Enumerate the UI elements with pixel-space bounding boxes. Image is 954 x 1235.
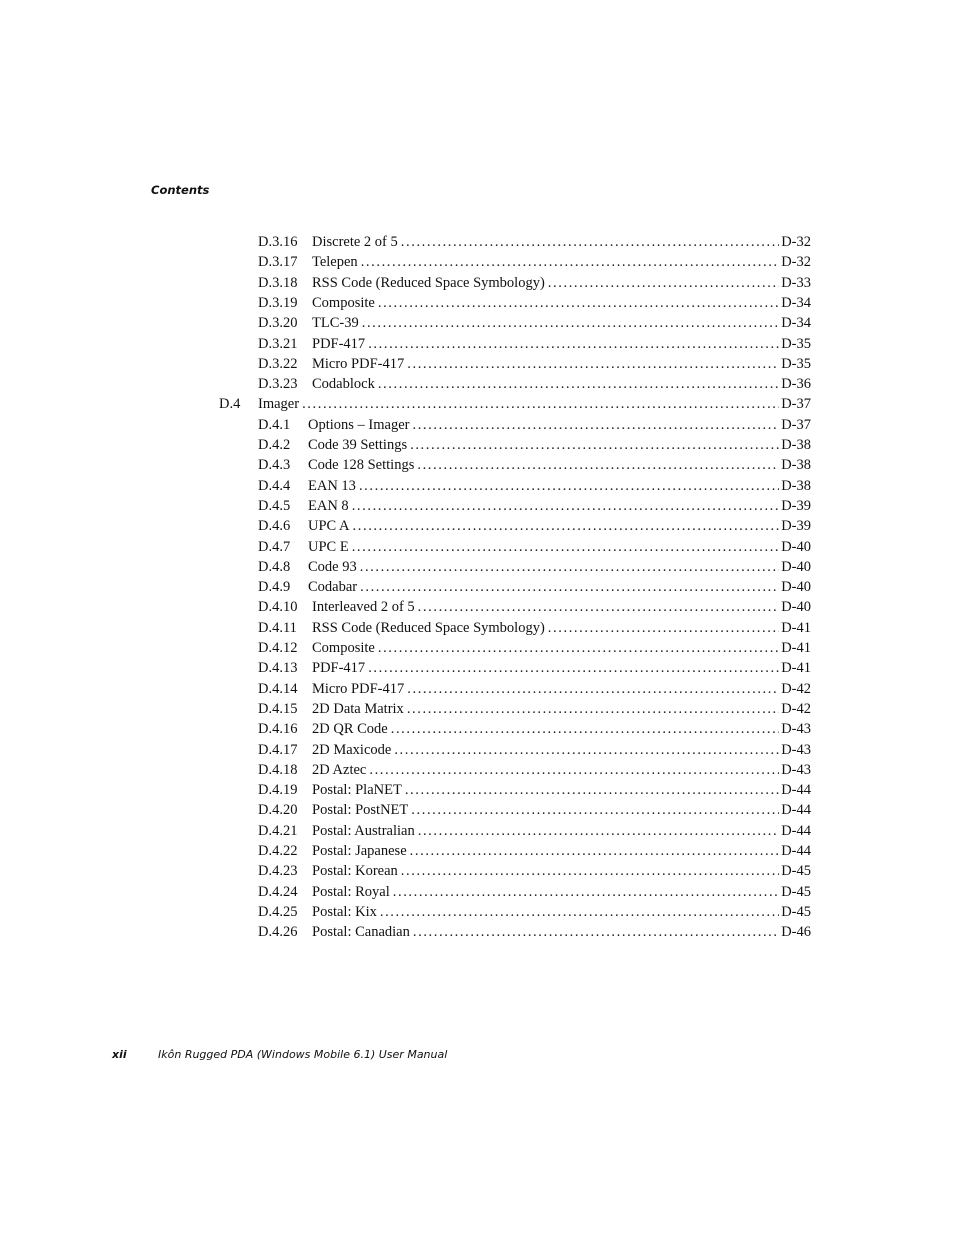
toc-entry-number: D.4: [219, 396, 241, 412]
leader-dots: [398, 232, 779, 252]
toc-entry-page: D-40: [781, 539, 811, 555]
toc-entry-page: D-37: [781, 417, 811, 433]
toc-entry-page: D-44: [781, 823, 811, 839]
toc-entry-title: Composite: [312, 295, 375, 311]
toc-entry[interactable]: [258, 740, 811, 760]
toc-entry[interactable]: [258, 719, 811, 739]
toc-entry-page: D-32: [781, 254, 811, 270]
toc-entry-number: D.4.21: [258, 823, 298, 839]
toc-entry-number: D.3.16: [258, 234, 298, 250]
toc-entry-page: D-39: [781, 498, 811, 514]
leader-dots: [349, 496, 780, 516]
toc-entry[interactable]: [258, 922, 811, 942]
leader-dots: [398, 861, 779, 881]
toc-entry-number: D.4.1: [258, 417, 291, 433]
leader-dots: [388, 719, 779, 739]
toc-entry[interactable]: [258, 293, 811, 313]
leader-dots: [404, 679, 779, 699]
toc-entry[interactable]: [258, 354, 811, 374]
toc-entry-title: Discrete 2 of 5: [312, 234, 398, 250]
toc-entry-title: EAN 13: [308, 478, 356, 494]
toc-entry-page: D-41: [781, 640, 811, 656]
toc-entry-number: D.4.22: [258, 843, 298, 859]
toc-entry-page: D-42: [781, 681, 811, 697]
toc-entry-number: D.4.3: [258, 457, 291, 473]
toc-entry-page: D-36: [781, 376, 811, 392]
leader-dots: [410, 922, 779, 942]
toc-entry-title: Interleaved 2 of 5: [312, 599, 415, 615]
toc-entry-number: D.4.18: [258, 762, 298, 778]
toc-entry-number: D.3.19: [258, 295, 298, 311]
toc-entry-title: RSS Code (Reduced Space Symbology): [312, 620, 545, 636]
toc-entry-page: D-34: [781, 295, 811, 311]
page-number: xii: [112, 1048, 127, 1061]
toc-entry-title: Micro PDF-417: [312, 681, 405, 697]
leader-dots: [545, 618, 779, 638]
toc-entry-number: D.4.5: [258, 498, 291, 514]
toc-entry-page: D-35: [781, 356, 811, 372]
toc-entry-number: D.4.4: [258, 478, 291, 494]
toc-entry-title: Code 93: [308, 559, 357, 575]
leader-dots: [375, 374, 779, 394]
toc-entry-title: EAN 8: [308, 498, 349, 514]
leader-dots: [545, 273, 779, 293]
toc-entry-page: D-32: [781, 234, 811, 250]
toc-entry-page: D-40: [781, 579, 811, 595]
toc-entry-page: D-45: [781, 863, 811, 879]
toc-entry-number: D.4.2: [258, 437, 291, 453]
running-head: Contents: [151, 183, 210, 197]
toc-entry-title: Options – Imager: [308, 417, 410, 433]
toc-entry[interactable]: [258, 882, 811, 902]
leader-dots: [407, 841, 780, 861]
leader-dots: [414, 455, 779, 475]
toc-entry-title: Telepen: [312, 254, 358, 270]
toc-entry-page: D-33: [781, 275, 811, 291]
leader-dots: [409, 415, 779, 435]
toc-entry[interactable]: [258, 496, 811, 516]
toc-entry-page: D-35: [781, 336, 811, 352]
toc-entry-title: Code 128 Settings: [308, 457, 415, 473]
toc-entry-number: D.4.12: [258, 640, 298, 656]
leader-dots: [375, 293, 779, 313]
toc-entry-page: D-44: [781, 782, 811, 798]
toc-entry-title: Codablock: [312, 376, 375, 392]
toc-entry-number: D.3.23: [258, 376, 298, 392]
toc-entry-page: D-37: [781, 396, 811, 412]
toc-entry-title: Postal: PostNET: [312, 802, 409, 818]
leader-dots: [407, 435, 779, 455]
toc-entry[interactable]: [258, 252, 811, 272]
toc-entry-page: D-45: [781, 884, 811, 900]
toc-entry-title: Postal: Japanese: [312, 843, 407, 859]
toc-entry-title: Postal: Canadian: [312, 924, 410, 940]
leader-dots: [415, 821, 779, 841]
toc-entry[interactable]: [258, 780, 811, 800]
toc-entry-number: D.4.17: [258, 742, 298, 758]
toc-entry-number: D.4.24: [258, 884, 298, 900]
toc-entry-title: Composite: [312, 640, 375, 656]
toc-entry-title: Code 39 Settings: [308, 437, 408, 453]
toc-entry-number: D.4.13: [258, 660, 298, 676]
toc-entry-title: Codabar: [308, 579, 358, 595]
toc-entry-title: 2D Data Matrix: [312, 701, 404, 717]
leader-dots: [402, 780, 779, 800]
leader-dots: [365, 658, 779, 678]
toc-entry-number: D.4.20: [258, 802, 298, 818]
toc-entry-title: 2D Maxicode: [312, 742, 392, 758]
toc-entry-page: D-46: [781, 924, 811, 940]
leader-dots: [375, 638, 779, 658]
toc-entry-title: PDF-417: [312, 336, 366, 352]
leader-dots: [358, 252, 780, 272]
leader-dots: [391, 740, 779, 760]
toc-entry-title: Postal: PlaNET: [312, 782, 402, 798]
toc-entry-number: D.4.9: [258, 579, 291, 595]
toc-entry[interactable]: [258, 800, 811, 820]
toc-entry-number: D.4.25: [258, 904, 298, 920]
toc-entry-title: Postal: Australian: [312, 823, 415, 839]
toc-entry-page: D-40: [781, 599, 811, 615]
toc-entry[interactable]: [258, 638, 811, 658]
leader-dots: [377, 902, 779, 922]
toc-entry-title: UPC E: [308, 539, 349, 555]
toc-entry-page: D-43: [781, 742, 811, 758]
leader-dots: [357, 577, 779, 597]
toc-entry[interactable]: [258, 455, 811, 475]
leader-dots: [357, 557, 779, 577]
toc-entry[interactable]: [258, 597, 811, 617]
toc-entry[interactable]: [258, 902, 811, 922]
toc-entry-page: D-38: [781, 437, 811, 453]
toc-entry[interactable]: [258, 313, 811, 333]
toc-entry-number: D.3.22: [258, 356, 298, 372]
toc-entry[interactable]: [219, 394, 811, 414]
toc-entry-number: D.4.14: [258, 681, 298, 697]
toc-entry[interactable]: [258, 861, 811, 881]
toc-entry-title: TLC-39: [312, 315, 359, 331]
toc-entry[interactable]: [258, 516, 811, 536]
toc-entry[interactable]: [258, 435, 811, 455]
toc-entry-number: D.3.17: [258, 254, 298, 270]
toc-entry[interactable]: [258, 537, 811, 557]
leader-dots: [359, 313, 779, 333]
toc-entry[interactable]: [258, 577, 811, 597]
leader-dots: [404, 699, 779, 719]
toc-entry-number: D.4.7: [258, 539, 291, 555]
toc-entry-title: 2D QR Code: [312, 721, 388, 737]
toc-entry-title: Imager: [258, 396, 300, 412]
manual-title: Ikôn Rugged PDA (Windows Mobile 6.1) User Manual: [158, 1048, 448, 1061]
toc-entry-number: D.4.11: [258, 620, 297, 636]
toc-entry-title: PDF-417: [312, 660, 366, 676]
leader-dots: [390, 882, 779, 902]
leader-dots: [356, 476, 779, 496]
toc-entry[interactable]: [258, 476, 811, 496]
toc-entry-page: D-41: [781, 660, 811, 676]
toc-entry-title: RSS Code (Reduced Space Symbology): [312, 275, 545, 291]
toc-entry[interactable]: [258, 841, 811, 861]
toc-entry-number: D.3.20: [258, 315, 298, 331]
toc-entry-page: D-42: [781, 701, 811, 717]
toc-entry-page: D-38: [781, 457, 811, 473]
toc-entry-page: D-39: [781, 518, 811, 534]
toc-entry-page: D-45: [781, 904, 811, 920]
toc-entry-number: D.4.19: [258, 782, 298, 798]
leader-dots: [366, 760, 779, 780]
toc-entry-number: D.4.6: [258, 518, 291, 534]
leader-dots: [408, 800, 779, 820]
toc-entry[interactable]: [258, 679, 811, 699]
toc-entry[interactable]: [258, 557, 811, 577]
leader-dots: [404, 354, 779, 374]
leader-dots: [365, 334, 779, 354]
toc-entry-page: D-43: [781, 762, 811, 778]
toc-entry-page: D-34: [781, 315, 811, 331]
toc-entry[interactable]: [258, 760, 811, 780]
toc-entry[interactable]: [258, 374, 811, 394]
toc-entry[interactable]: [258, 658, 811, 678]
toc-entry-title: Postal: Korean: [312, 863, 398, 879]
toc-entry-page: D-43: [781, 721, 811, 737]
toc-entry-number: D.4.15: [258, 701, 298, 717]
toc-entry-number: D.4.23: [258, 863, 298, 879]
leader-dots: [350, 516, 780, 536]
leader-dots: [415, 597, 780, 617]
toc-entry-page: D-38: [781, 478, 811, 494]
toc-entry-title: Micro PDF-417: [312, 356, 405, 372]
toc-entry-number: D.4.8: [258, 559, 291, 575]
leader-dots: [299, 394, 779, 414]
toc-entry-title: UPC A: [308, 518, 350, 534]
toc-entry-page: D-44: [781, 802, 811, 818]
toc-entry-title: Postal: Royal: [312, 884, 390, 900]
toc-entry-number: D.4.16: [258, 721, 298, 737]
toc-entry-number: D.4.10: [258, 599, 298, 615]
toc-entry-title: 2D Aztec: [312, 762, 367, 778]
leader-dots: [349, 537, 779, 557]
toc-entry-page: D-40: [781, 559, 811, 575]
toc-entry[interactable]: [258, 415, 811, 435]
toc-entry-number: D.3.18: [258, 275, 298, 291]
toc-entry[interactable]: [258, 699, 811, 719]
toc-entry[interactable]: [258, 273, 811, 293]
toc-entry[interactable]: [258, 334, 811, 354]
toc-entry[interactable]: [258, 618, 811, 638]
toc-entry[interactable]: [258, 232, 811, 252]
toc-entry-title: Postal: Kix: [312, 904, 377, 920]
toc-entry-page: D-44: [781, 843, 811, 859]
toc-entry[interactable]: [258, 821, 811, 841]
toc-entry-number: D.3.21: [258, 336, 298, 352]
toc-entry-number: D.4.26: [258, 924, 298, 940]
toc-entry-page: D-41: [781, 620, 811, 636]
